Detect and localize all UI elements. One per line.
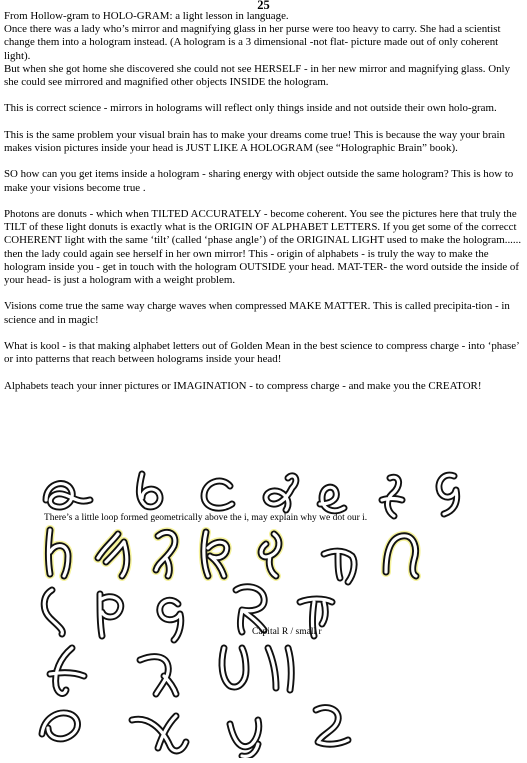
- letter-w: [42, 713, 78, 739]
- letter-a: [46, 484, 90, 507]
- letter-j: [156, 532, 175, 576]
- paragraph-visual-brain: This is the same problem your visual brain has to make your dreams come true! This is because the way your brain makes vision pictures inside your head is JUST LIKE A HOLOGRAM (see “Holographic Brain” book).: [4, 128, 505, 154]
- paragraph-intro: From Hollow-gram to HOLO-GRAM: a light lesson in language. Once there was a lady who’s mirror and magnifying glass in her purse were too heavy to carry. She had a scientist change them into a hologram instead. (A hologram is a 3 dimensional -not flat- picture made out of only coherent light). But when she got home she discovered she could not see HERSELF - in her new mirror and magnifying glass. Only she could see mirrored and magnified other objects INSIDE the hologram.: [4, 10, 511, 89]
- letter-k: [204, 532, 227, 576]
- letter-b: [139, 474, 160, 507]
- paragraph-photons: Photons are donuts - which when TILTED ACCURATELY - become coherent. You see the pictures here that truly the TILT of these light donuts is exactly what is the ORIGIN OF ALPHABET LETTERS. If you get some of the correcct COHERENT light with the same ‘tilt’ (called ‘phase angle’) of the ORIGINAL LIGHT used to make the hologram...... then the lady could again see herself in her own mirror! This - origin of alphabets - is truly the way to make the hologram inside you - get in touch with the hologram OUTSIDE your head. MAT-TER- the word outside the inside of your head- is just a hologram with a weight problem.: [4, 207, 522, 286]
- letter-o: [44, 590, 62, 634]
- letter-q: [160, 600, 181, 640]
- letter-p: [100, 594, 121, 636]
- letter-i: [98, 534, 127, 576]
- letter-u: [222, 648, 246, 687]
- alphabet-figure: [0, 462, 527, 758]
- letter-y: [230, 720, 259, 756]
- letter-m: [324, 551, 354, 582]
- paragraph-kool: What is kool - is that making alphabet letters out of Golden Mean in the best science to compress charge - into ‘phase’ or into patterns that reach between holograms inside your head!: [4, 339, 519, 366]
- page-number: 25: [257, 0, 270, 12]
- letter-t: [140, 657, 176, 694]
- letter-f: [382, 477, 402, 516]
- paragraph-visions: Visions come true the same way charge waves when compressed MAKE MATTER. This is called precipita-tion - in science and in magic!: [4, 300, 510, 326]
- letter-capital-r: [236, 587, 264, 632]
- letter-z: [316, 708, 348, 745]
- letter-c: [204, 481, 232, 508]
- loop-caption: There’s a little loop formed geometrically above the i, may explain why we dot our i.: [44, 513, 368, 523]
- letter-d: [266, 476, 296, 510]
- letter-g: [439, 475, 457, 514]
- letter-s: [50, 648, 84, 693]
- letter-h: [49, 530, 69, 576]
- capital-r-caption: Capital R / small r: [252, 627, 322, 637]
- paragraph-correct-science: This is correct science - mirrors in holograms will reflect only things inside and not outside their own holo-gram.: [4, 102, 497, 115]
- paragraph-alphabets: Alphabets teach your inner pictures or IMAGINATION - to compress charge - and make you the CREATOR!: [4, 379, 482, 392]
- letter-strokes: [0, 462, 527, 758]
- letter-x: [132, 716, 186, 751]
- letter-v: [268, 648, 291, 690]
- letter-n: [386, 536, 416, 576]
- letter-l: [261, 534, 279, 576]
- article-body: [4, 10, 523, 406]
- paragraph-sharing-energy: SO how can you get items inside a hologram - sharing energy with object outside the same hologram? This is how to make your visions become true .: [4, 168, 514, 194]
- letter-e: [320, 487, 344, 511]
